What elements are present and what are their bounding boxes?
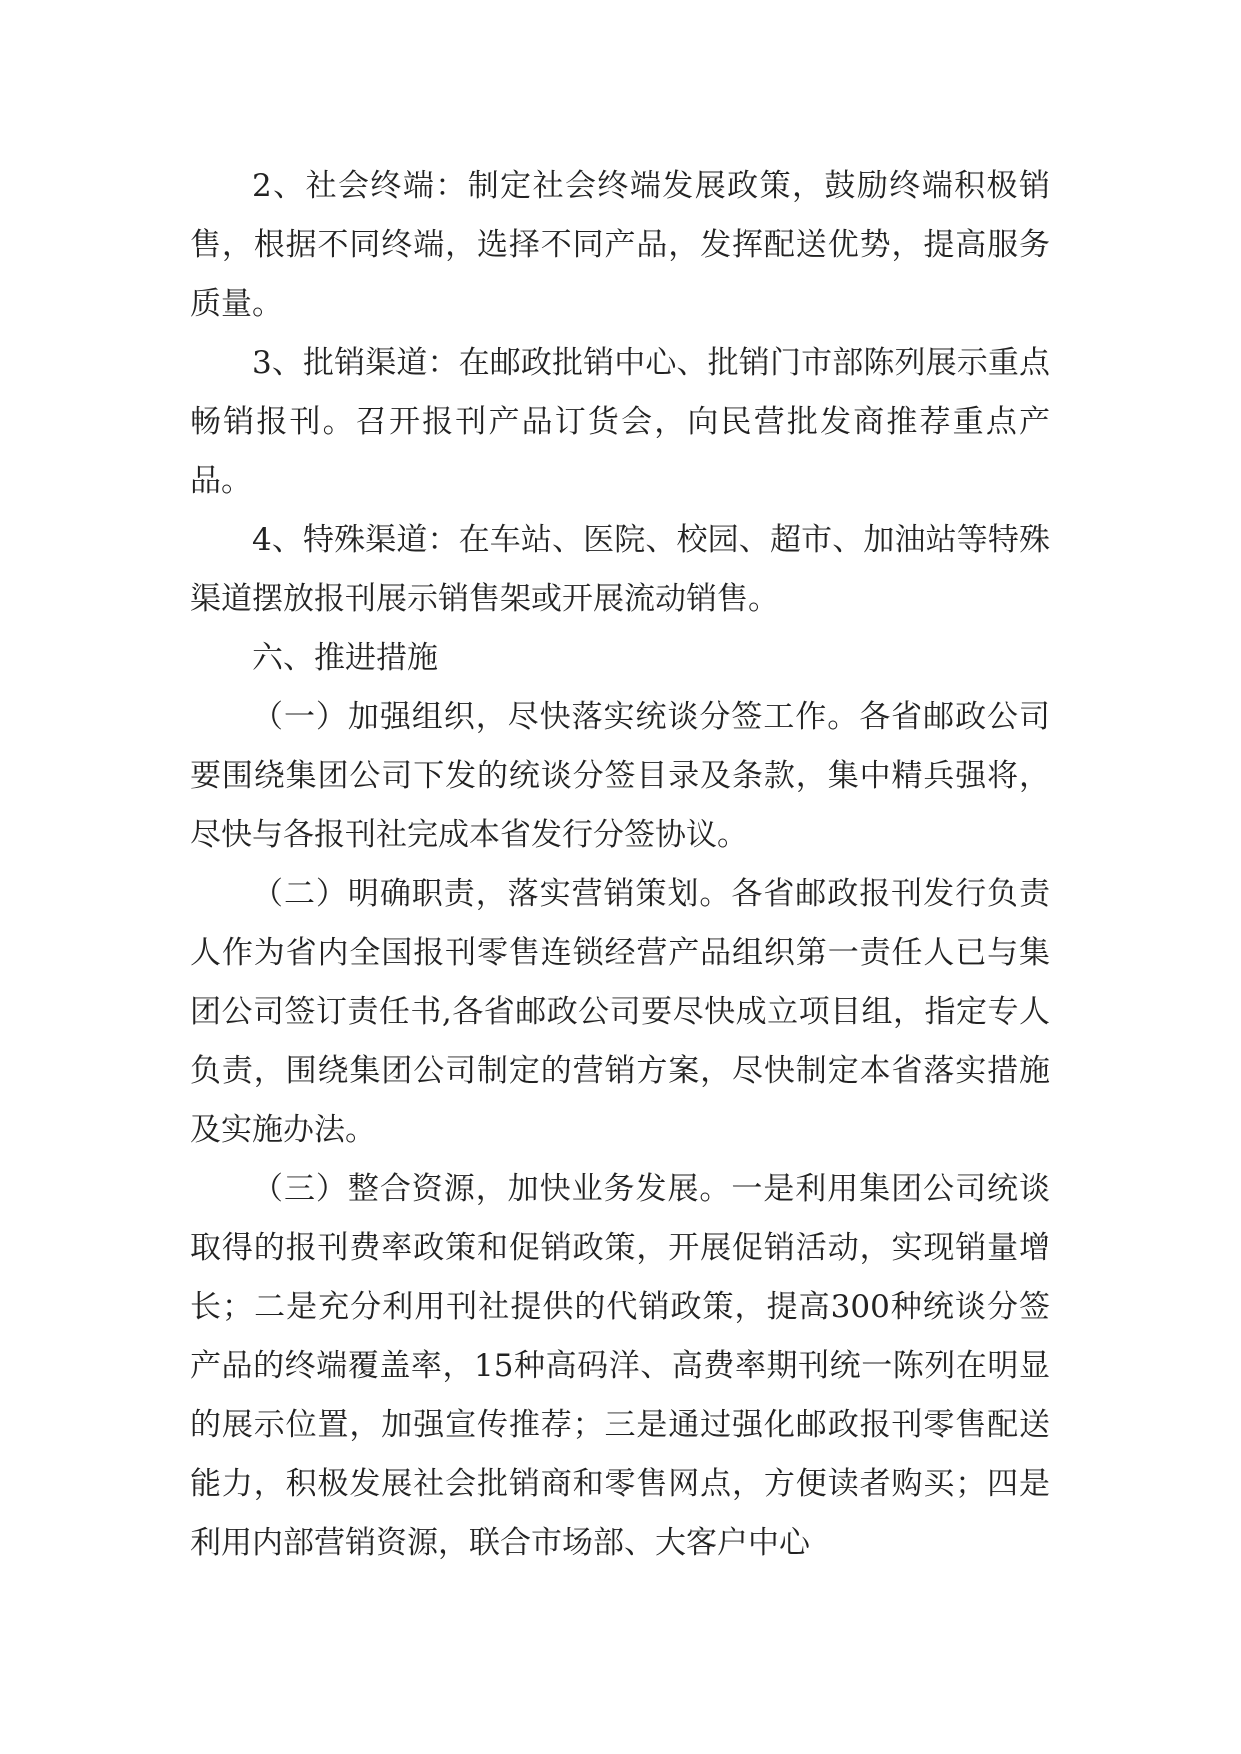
section-heading-measures: 六、推进措施 bbox=[252, 640, 438, 676]
document-body bbox=[190, 157, 1050, 1573]
paragraph-measure-1: （一）加强组织，尽快落实统谈分签工作。各省邮政公司要围绕集团公司下发的统谈分签目录及条款，集中精兵强将，尽快与各报刊社完成本省发行分签协议。 bbox=[190, 699, 1050, 853]
paragraph-measure-3: （三）整合资源，加快业务发展。一是利用集团公司统谈取得的报刊费率政策和促销政策，开展促销活动，实现销量增长；二是充分利用刊社提供的代销政策，提高300种统谈分签产品的终端覆盖率，15种高码洋、高费率期刊统一陈列在明显的展示位置，加强宣传推荐；三是通过强化邮政报刊零售配送能力，积极发展社会批销商和零售网点，方便读者购买；四是利用内部营销资源，联合市场部、大客户中心 bbox=[190, 1171, 1050, 1561]
paragraph-special-channel: 4、特殊渠道：在车站、医院、校园、超市、加油站等特殊渠道摆放报刊展示销售架或开展流动销售。 bbox=[190, 522, 1050, 617]
paragraph-wholesale-channel: 3、批销渠道：在邮政批销中心、批销门市部陈列展示重点畅销报刊。召开报刊产品订货会，向民营批发商推荐重点产品。 bbox=[190, 345, 1050, 499]
paragraph-measure-2: （二）明确职责，落实营销策划。各省邮政报刊发行负责人作为省内全国报刊零售连锁经营产品组织第一责任人已与集团公司签订责任书,各省邮政公司要尽快成立项目组，指定专人负责，围绕集团公司制定的营销方案，尽快制定本省落实措施及实施办法。 bbox=[190, 876, 1050, 1148]
paragraph-social-terminal: 2、社会终端：制定社会终端发展政策，鼓励终端积极销售，根据不同终端，选择不同产品，发挥配送优势，提高服务质量。 bbox=[190, 168, 1050, 322]
